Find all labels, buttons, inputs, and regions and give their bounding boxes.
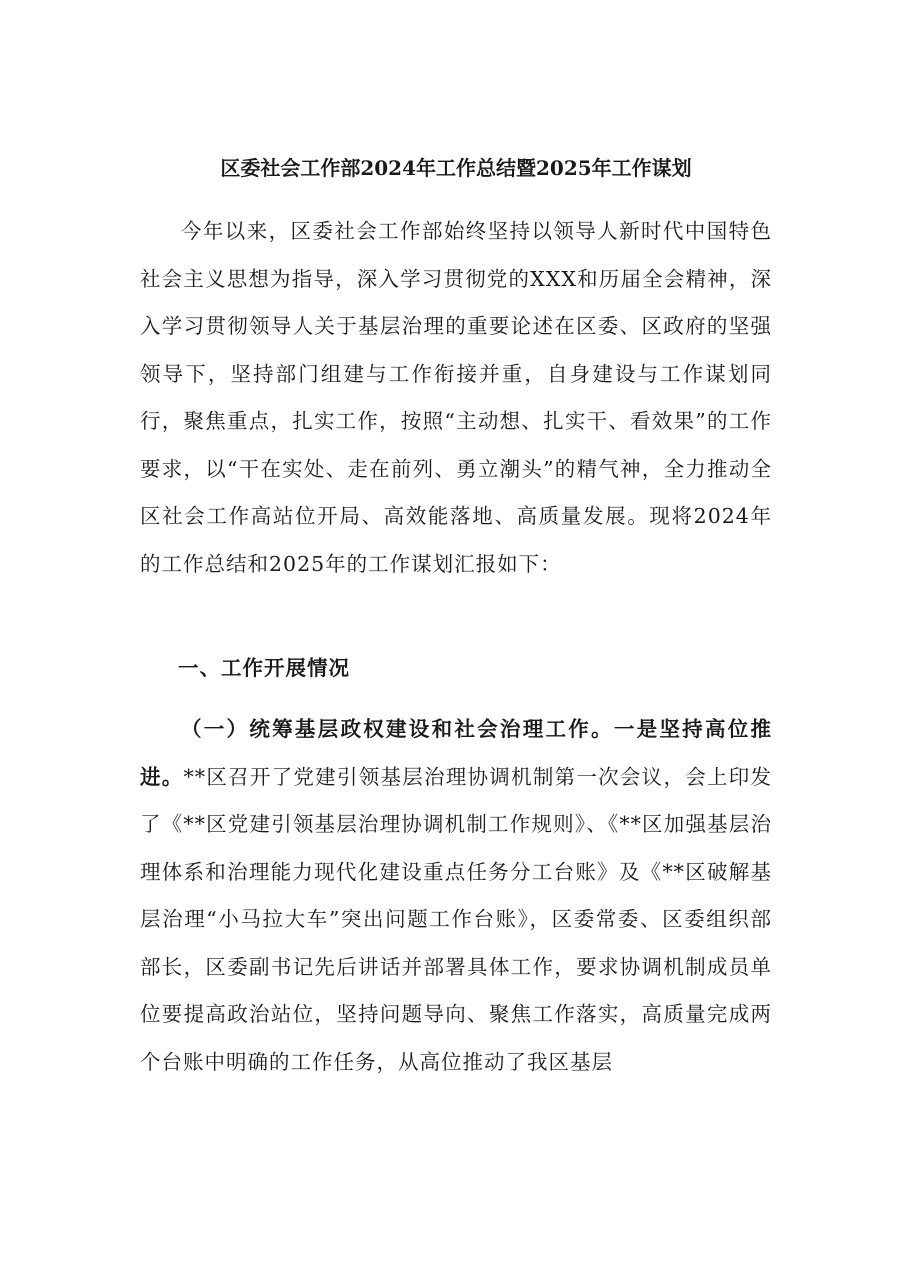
section-1-lead: （一）统筹基层政权建设和社会治理工作。一是坚持高位推进。	[140, 717, 772, 789]
section-1-body: **区召开了党建引领基层治理协调机制第一次会议，会上印发了《**区党建引领基层治理协调机制工作规则》、《**区加强基层治理体系和治理能力现代化建设重点任务分工台账》及《**区破解基层治理“小马拉大车”突出问题工作台账》，区委常委、区委组织部部长，区委副书记先后讲话并部署具体工作，要求协调机制成员单位要提高政治站位，坚持问题导向、聚焦工作落实，高质量完成两个台账中明确的工作任务，从高位推动了我区基层	[140, 764, 773, 1074]
section-1-paragraph	[140, 706, 772, 1086]
section-heading-1: 一、工作开展情况	[178, 656, 350, 680]
intro-paragraph: 今年以来，区委社会工作部始终坚持以领导人新时代中国特色社会主义思想为指导，深入学习贯彻党的XXX和历届全会精神，深入学习贯彻领导人关于基层治理的重要论述在区委、区政府的坚强领导下，坚持部门组建与工作衔接并重，自身建设与工作谋划同行，聚焦重点，扎实工作，按照“主动想、扎实干、看效果”的工作要求，以“干在实处、走在前列、勇立潮头”的精气神，全力推动全区社会工作高站位开局、高效能落地、高质量发展。现将2024年的工作总结和2025年的工作谋划汇报如下：	[140, 219, 772, 576]
document-title: 区委社会工作部2024年工作总结暨2025年工作谋划	[220, 156, 692, 180]
